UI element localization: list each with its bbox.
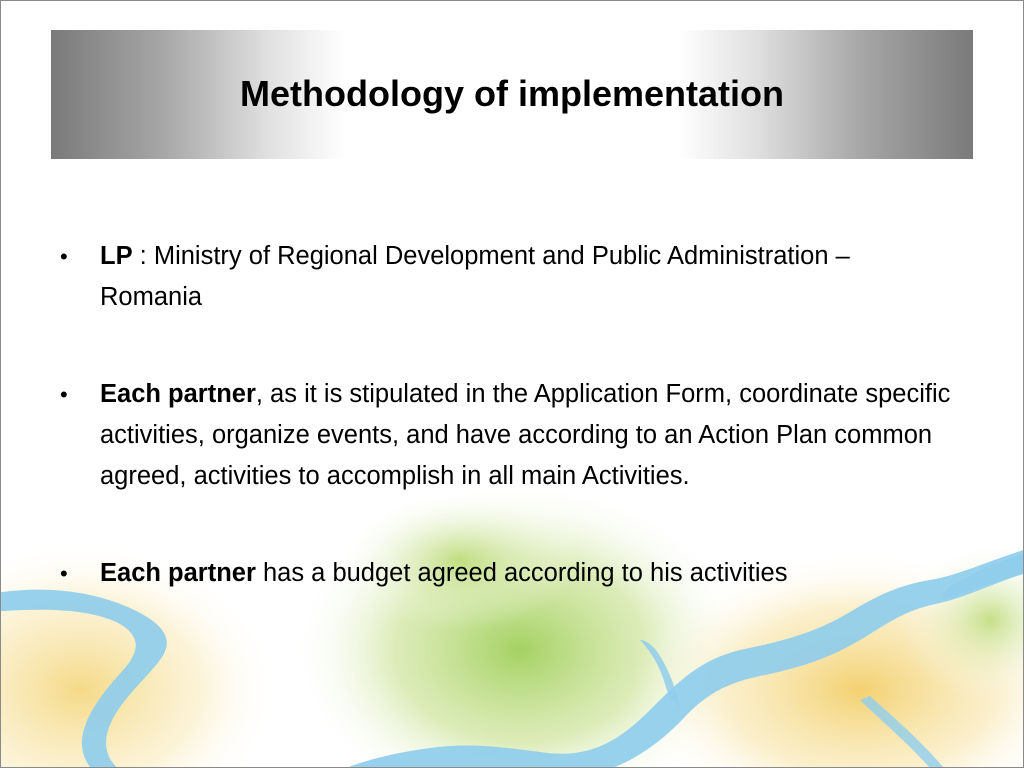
bullet-item-lp: [58, 236, 958, 318]
bullet-bold-label: LP: [100, 242, 133, 270]
bullet-marker: •: [60, 561, 68, 586]
bullet-list: [58, 236, 958, 594]
bullet-bold-label: Each partner: [100, 559, 256, 587]
bullet-bold-label: Each partner: [100, 380, 256, 408]
bullet-text: has a budget agreed according to his activities: [255, 559, 788, 587]
bullet-item-partner-budget: [58, 553, 958, 594]
bullet-text: : Ministry of Regional Development and Public Administration – Romania: [100, 242, 850, 311]
slide-title: Methodology of implementation: [240, 72, 784, 114]
bullet-marker: •: [60, 382, 68, 407]
title-bar: [51, 30, 973, 159]
bullet-marker: •: [60, 244, 68, 269]
bullet-item-partner-coordination: [58, 374, 958, 497]
bullet-text: , as it is stipulated in the Application Form, coordinate specific activities, organize events, and have according to an Action Plan common agreed, activities to accomplish in all main Activities.: [100, 380, 951, 490]
